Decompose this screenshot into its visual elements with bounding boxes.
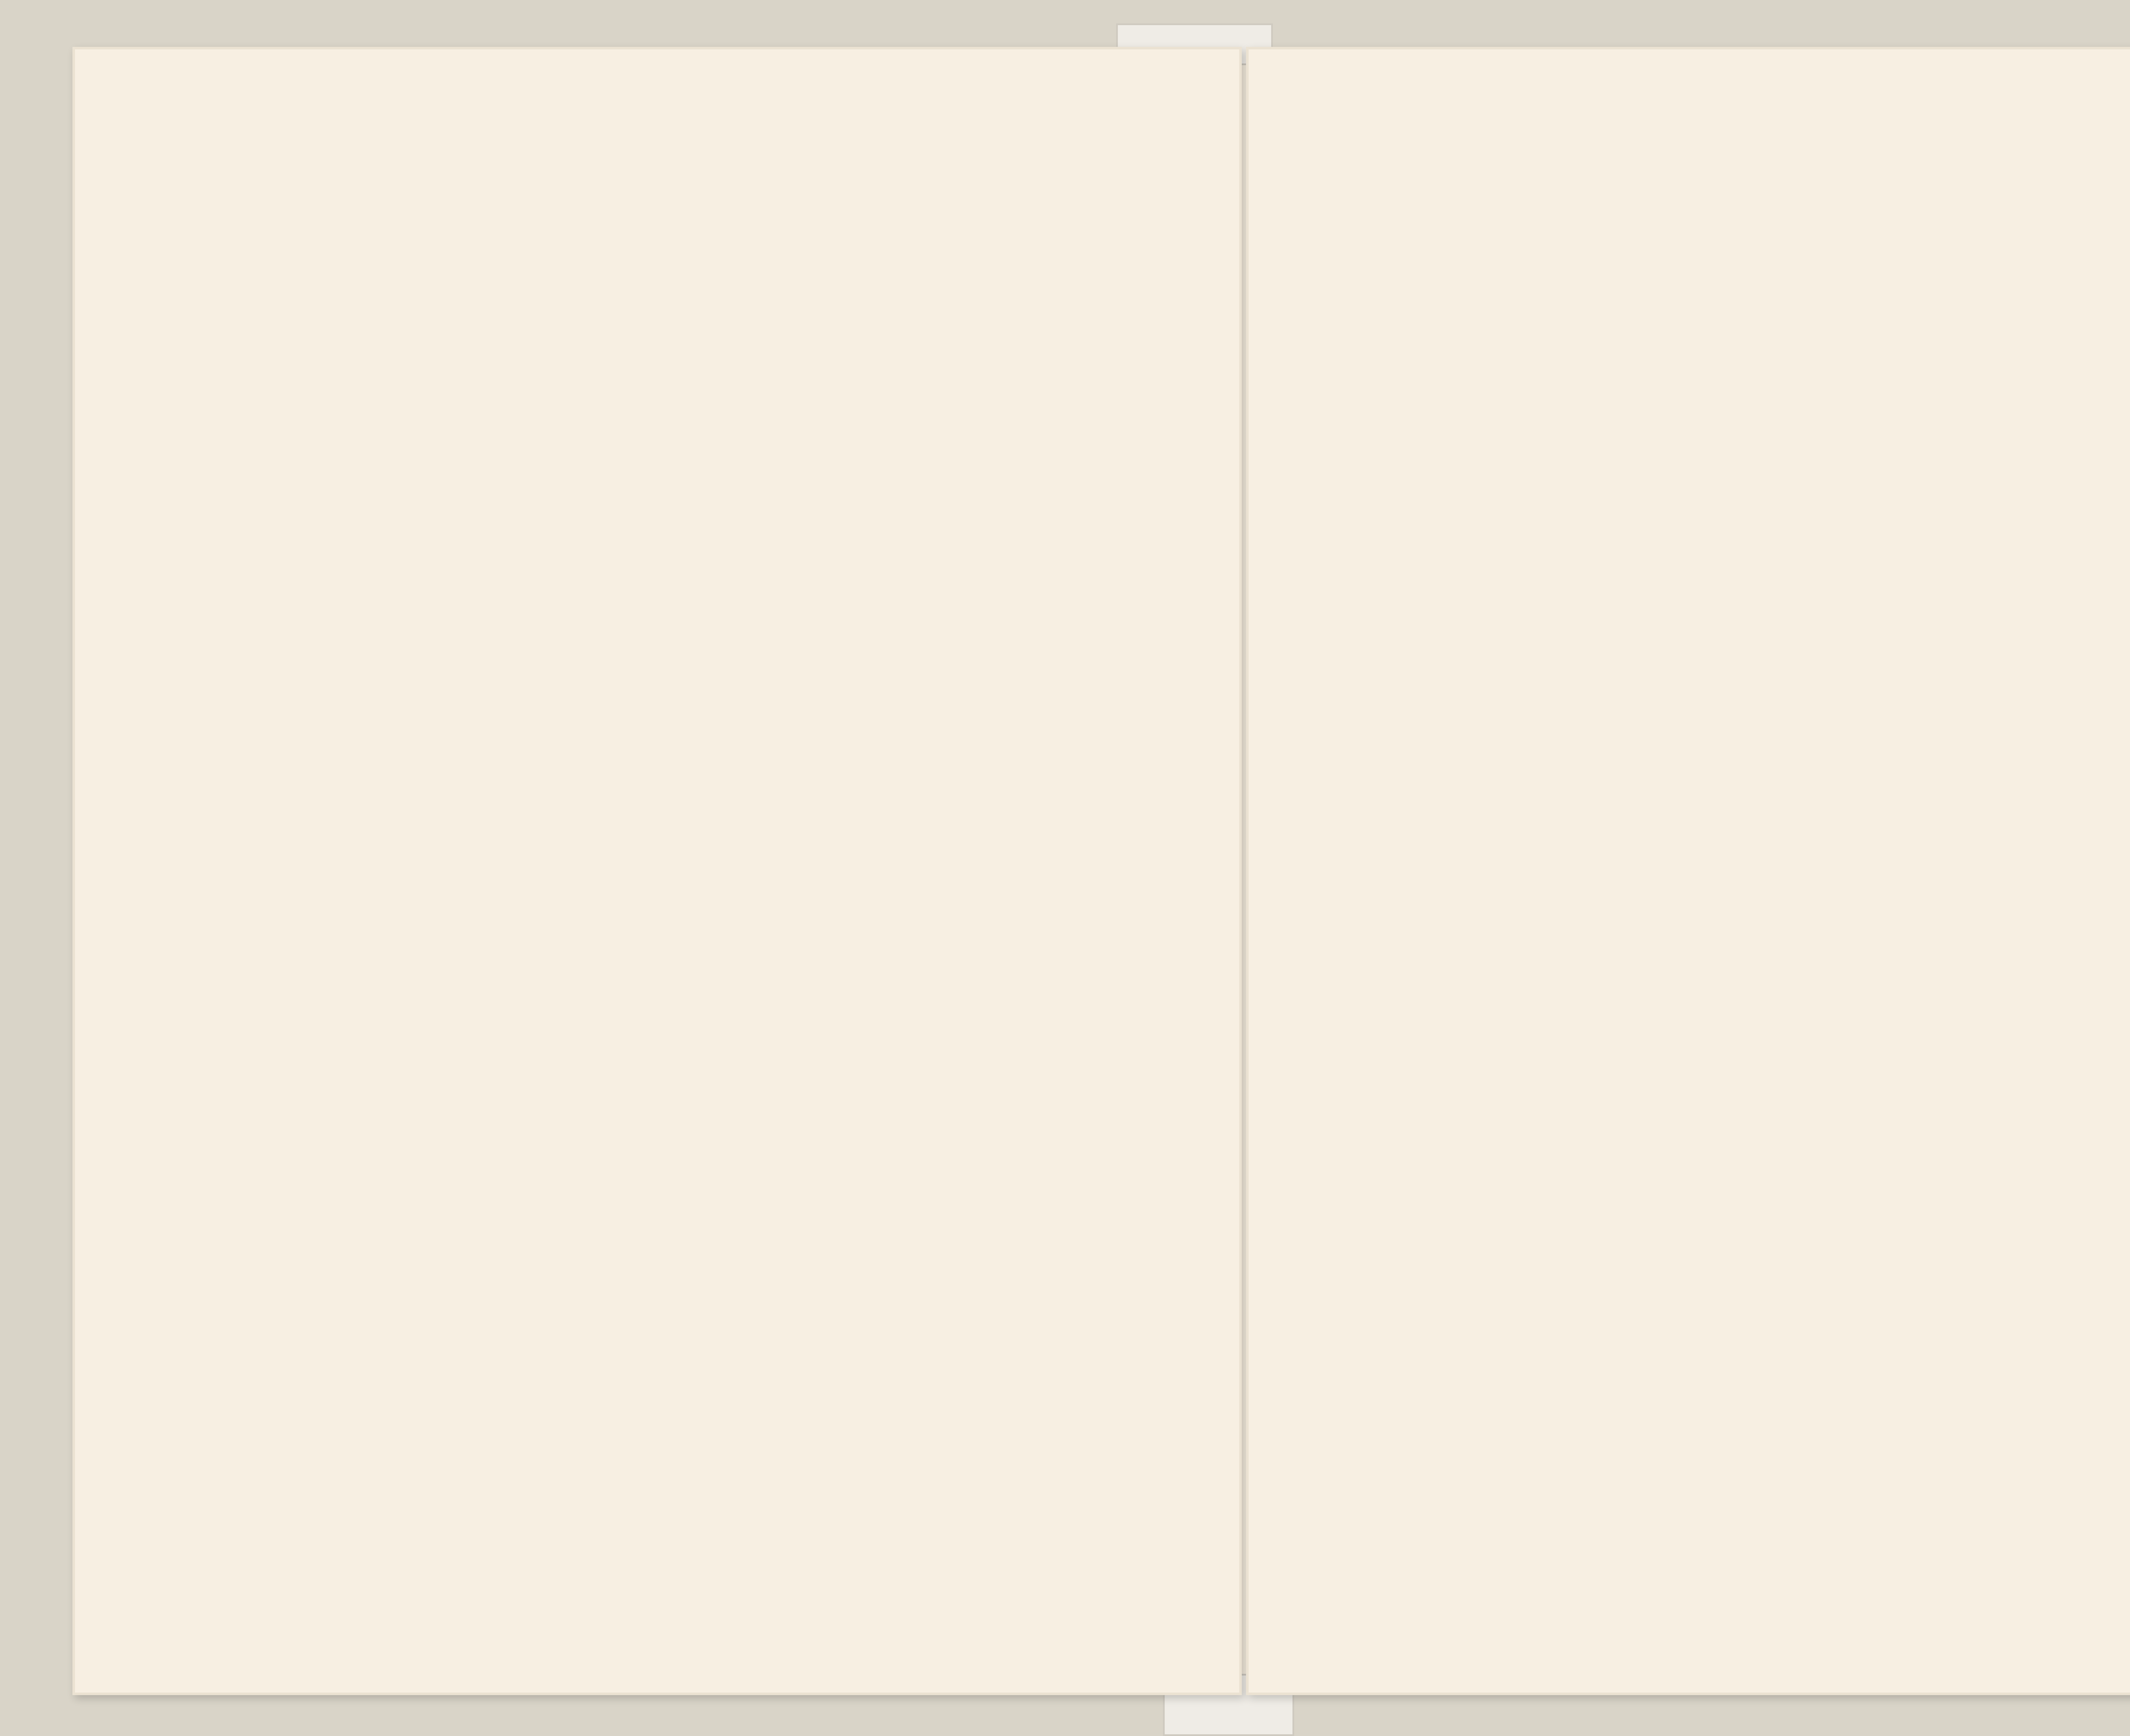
right-page (1246, 47, 2130, 1695)
left-page (72, 47, 1242, 1695)
